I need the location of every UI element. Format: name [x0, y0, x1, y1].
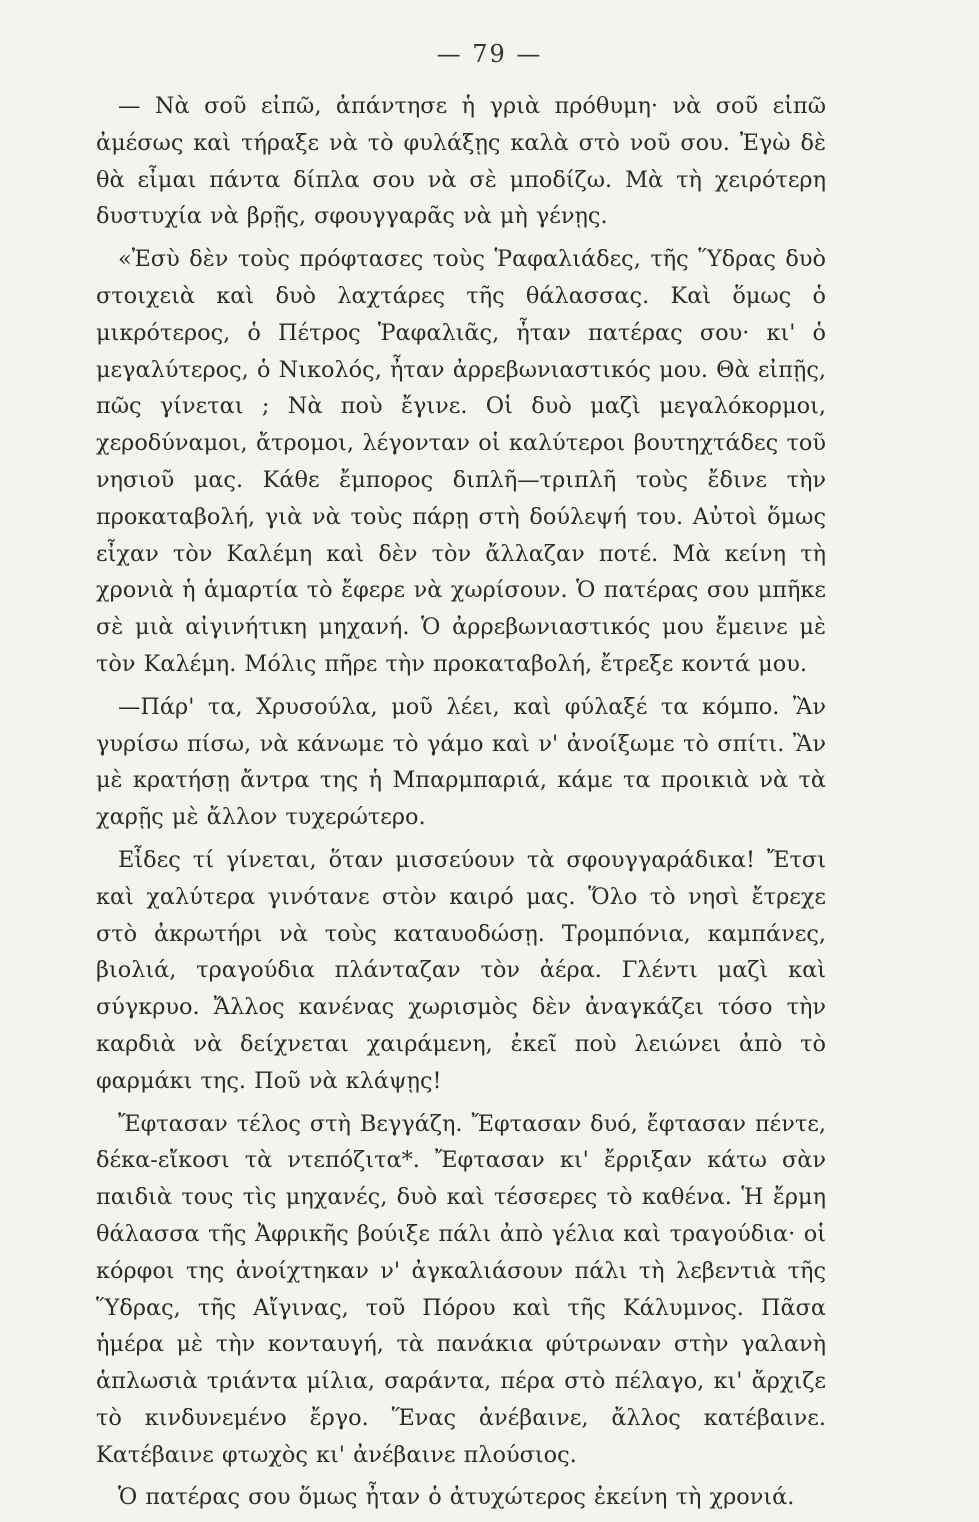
paragraph-6: Ὁ πατέρας σου ὅμως ἦταν ὁ ἀτυχώτερος ἐκείνη τὴ χρονιά. — [118, 1484, 795, 1511]
paragraph-2: «Ἐσὺ δὲν τοὺς πρόφτασες τοὺς Ῥαφαλιάδες, τῆς Ὕδρας δυὸ στοιχειὰ καὶ δυὸ λαχτάρες τῆς θάλασσας. Καὶ ὅμως ὁ μικρότερος, ὁ Πέτρος Ῥαφαλιᾶς, ἦταν πατέρας σου· κι' ὁ μεγαλύτερος, ὁ Νικολός, ἦταν ἀρρεβωνιαστικός μου. Θὰ εἰπῇς, πῶς γίνεται ; Νὰ ποὺ ἔγινε. Οἱ δυὸ μαζὶ μεγαλόκορμοι, χεροδύναμοι, ἄτρομοι, λέγονταν οἱ καλύτεροι βουτηχτάδες τοῦ νησιοῦ μας. Κάθε ἔμπορος διπλῆ—τριπλῆ τοὺς ἔδινε τὴν προκαταβολή, γιὰ νὰ τοὺς πάρῃ στὴ δούλεψή του. Αὐτοὶ ὅμως εἶχαν τὸν Καλέμη καὶ δὲν τὸν ἄλλαζαν ποτέ. Μὰ κείνη τὴ χρονιὰ ἡ ἁμαρτία τὸ ἔφερε νὰ χωρίσουν. Ὁ πατέρας σου μπῆκε σὲ μιὰ αἰγινήτικη μηχανή. Ὁ ἀρρεβωνιαστικός μου ἔμεινε μὲ τὸν Καλέμη. Μόλις πῆρε τὴν προκαταβολή, ἔτρεξε κοντά μου. — [96, 246, 826, 677]
page-number: — 79 — — [436, 40, 543, 68]
paragraph-1: — Νὰ σοῦ εἰπῶ, ἀπάντησε ἡ γριὰ πρόθυμη· νὰ σοῦ εἰπῶ ἀμέσως καὶ τήραξε νὰ τὸ φυλάξῃς καλὰ στὸ νοῦ σου. Ἐγὼ δὲ θὰ εἶμαι πάντα δίπλα σου νὰ σὲ μποδίζω. Μὰ τὴ χειρότερη δυστυχία νὰ βρῇς, σφουγγαρᾶς νὰ μὴ γένῃς. — [96, 93, 826, 230]
paragraph-5: Ἔφτασαν τέλος στὴ Βεγγάζη. Ἔφτασαν δυό, ἔφτασαν πέντε, δέκα-εἴκοσι τὰ ντεπόζιτα*. Ἔφτασαν κι' ἔρριξαν κάτω σὰν παιδιὰ τους τὶς μηχανές, δυὸ καὶ τέσσερες τὸ καθένα. Ἡ ἔρμη θάλασσα τῆς Ἀφρικῆς βούιξε πάλι ἀπὸ γέλια καὶ τραγούδια· οἱ κόρφοι της ἀνοίχτηκαν ν' ἀγκαλιάσουν πάλι τὴ λεβεντιὰ τῆς Ὕδρας, τῆς Αἴγινας, τοῦ Πόρου καὶ τῆς Κάλυμνος. Πᾶσα ἡμέρα μὲ τὴν κονταυγή, τὰ πανάκια φύτρωναν στὴν γαλανὴ ἁπλωσιὰ τριάντα μίλια, σαράντα, πέρα στὸ πέλαγο, κι' ἄρχιζε τὸ κινδυνεμένο ἔργο. Ἕνας ἀνέβαινε, ἄλλος κατέβαινε. Κατέβαινε φτωχὸς κι' ἀνέβαινε πλούσιος. — [96, 1110, 826, 1468]
body-text — [96, 88, 826, 1522]
paragraph-3: —Πάρ' τα, Χρυσούλα, μοῦ λέει, καὶ φύλαξέ τα κόμπο. Ἂν γυρίσω πίσω, νὰ κάνωμε τὸ γάμο καὶ ν' ἀνοίξωμε τὸ σπίτι. Ἂν μὲ κρατήσῃ ἄντρα της ἡ Μπαρμπαριά, κάμε τα προικιὰ νὰ τὰ χαρῇς μὲ ἄλλον τυχερώτερο. — [96, 693, 826, 831]
paragraph-4: Εἶδες τί γίνεται, ὅταν μισσεύουν τὰ σφουγγαράδικα! Ἔτσι καὶ χαλύτερα γινότανε στὸν καιρό μας. Ὅλο τὸ νησὶ ἔτρεχε στὸ ἀκρωτήρι νὰ τοὺς καταυοδώσῃ. Τρομπόνια, καμπάνες, βιολιά, τραγούδια πλάνταζαν τὸν ἀέρα. Γλέντι μαζὶ καὶ σύγκρυο. Ἄλλος κανένας χωρισμὸς δὲν ἀναγκάζει τόσο τὴν καρδιὰ νὰ δείχνεται χαιράμενη, ἐκεῖ ποὺ λειώνει ἀπὸ τὸ φαρμάκι της. Ποῦ νὰ κλάψῃς! — [96, 846, 826, 1094]
